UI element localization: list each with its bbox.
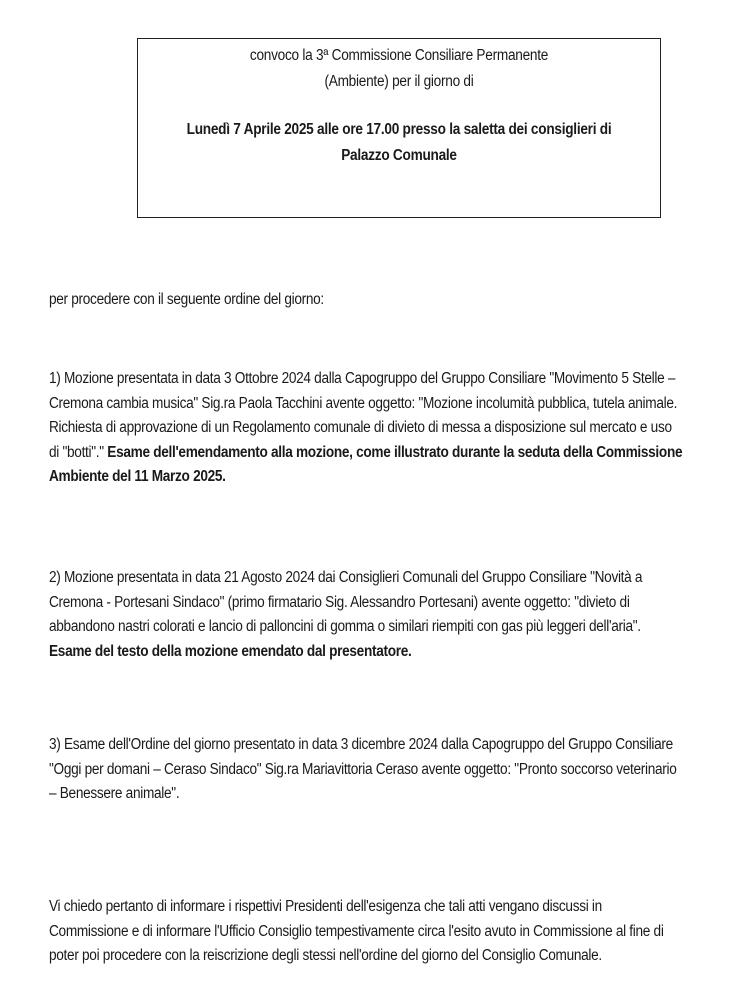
agenda-item-1-line-5: Ambiente del 11 Marzo 2025. (49, 468, 226, 485)
agenda-item-2-line-4: Esame del testo della mozione emendato dal presentatore. (49, 642, 412, 660)
closing-paragraph (49, 895, 719, 969)
agenda-item-1-line-3: Richiesta di approvazione di un Regolamento comunale di divieto di messa a disposizione sul mercato e uso (49, 419, 672, 436)
agenda-item-1-line-4-plain: di "botti"." (49, 443, 104, 461)
agenda-item-1 (49, 367, 719, 490)
intro-text: per procedere con il seguente ordine del giorno: (49, 291, 324, 308)
agenda-item-1-line-4 (49, 441, 683, 466)
closing-line-1: Vi chiedo pertanto di informare i rispettivi Presidenti dell'esigenza che tali atti vengano discussi in (49, 898, 602, 915)
agenda-item-1-line-2: Cremona cambia musica" Sig.ra Paola Tacchini avente oggetto: "Mozione incolumità pubblica, tutela animale. (49, 394, 678, 412)
agenda-item-1-line-1: 1) Mozione presentata in data 3 Ottobre 2024 dalla Capogruppo del Gruppo Consiliare "Movimento 5 Stelle – (49, 370, 676, 387)
agenda-item-1-line-4-bold: Esame dell'emendamento alla mozione, come illustrato durante la seduta della Commissione (103, 443, 683, 461)
agenda-item-2-line-2: Cremona - Portesani Sindaco" (primo firmatario Sig. Alessandro Portesani) avente oggetto: "divieto di (49, 593, 630, 611)
meeting-place-line: Palazzo Comunale (341, 147, 457, 164)
agenda-item-2-line-1: 2) Mozione presentata in data 21 Agosto 2024 dai Consiglieri Comunali del Gruppo Consiliare "Novità a (49, 569, 643, 586)
agenda-item-2-line-3: abbandono nastri colorati e lancio di palloncini di gomma o similari riempiti con gas più leggeri dell'aria". (49, 618, 641, 635)
agenda-item-3-line-2: "Oggi per domani – Ceraso Sindaco" Sig.ra Mariavittoria Ceraso avente oggetto: "Pronto soccorso veterinario (49, 760, 677, 778)
agenda-item-3-line-3: – Benessere animale". (49, 785, 180, 802)
closing-line-2: Commissione e di informare l'Ufficio Consiglio tempestivamente circa l'esito avuto in Commissione al fine di (49, 922, 664, 940)
agenda-item-2 (49, 566, 719, 664)
meeting-date-line: Lunedì 7 Aprile 2025 alle ore 17.00 presso la saletta dei consiglieri di (186, 121, 612, 138)
intro-paragraph (49, 288, 719, 313)
convocation-box (137, 38, 661, 218)
convocation-line-1: convoco la 3ª Commissione Consiliare Permanente (249, 47, 549, 64)
agenda-item-3-line-1: 3) Esame dell'Ordine del giorno presentato in data 3 dicembre 2024 dalla Capogruppo del Gruppo Consiliare (49, 736, 673, 753)
closing-line-3: poter poi procedere con la reiscrizione degli stessi nell'ordine del giorno del Consiglio Comunale. (49, 947, 602, 964)
agenda-item-3 (49, 733, 719, 807)
convocation-line-2: (Ambiente) per il giorno di (324, 73, 474, 90)
